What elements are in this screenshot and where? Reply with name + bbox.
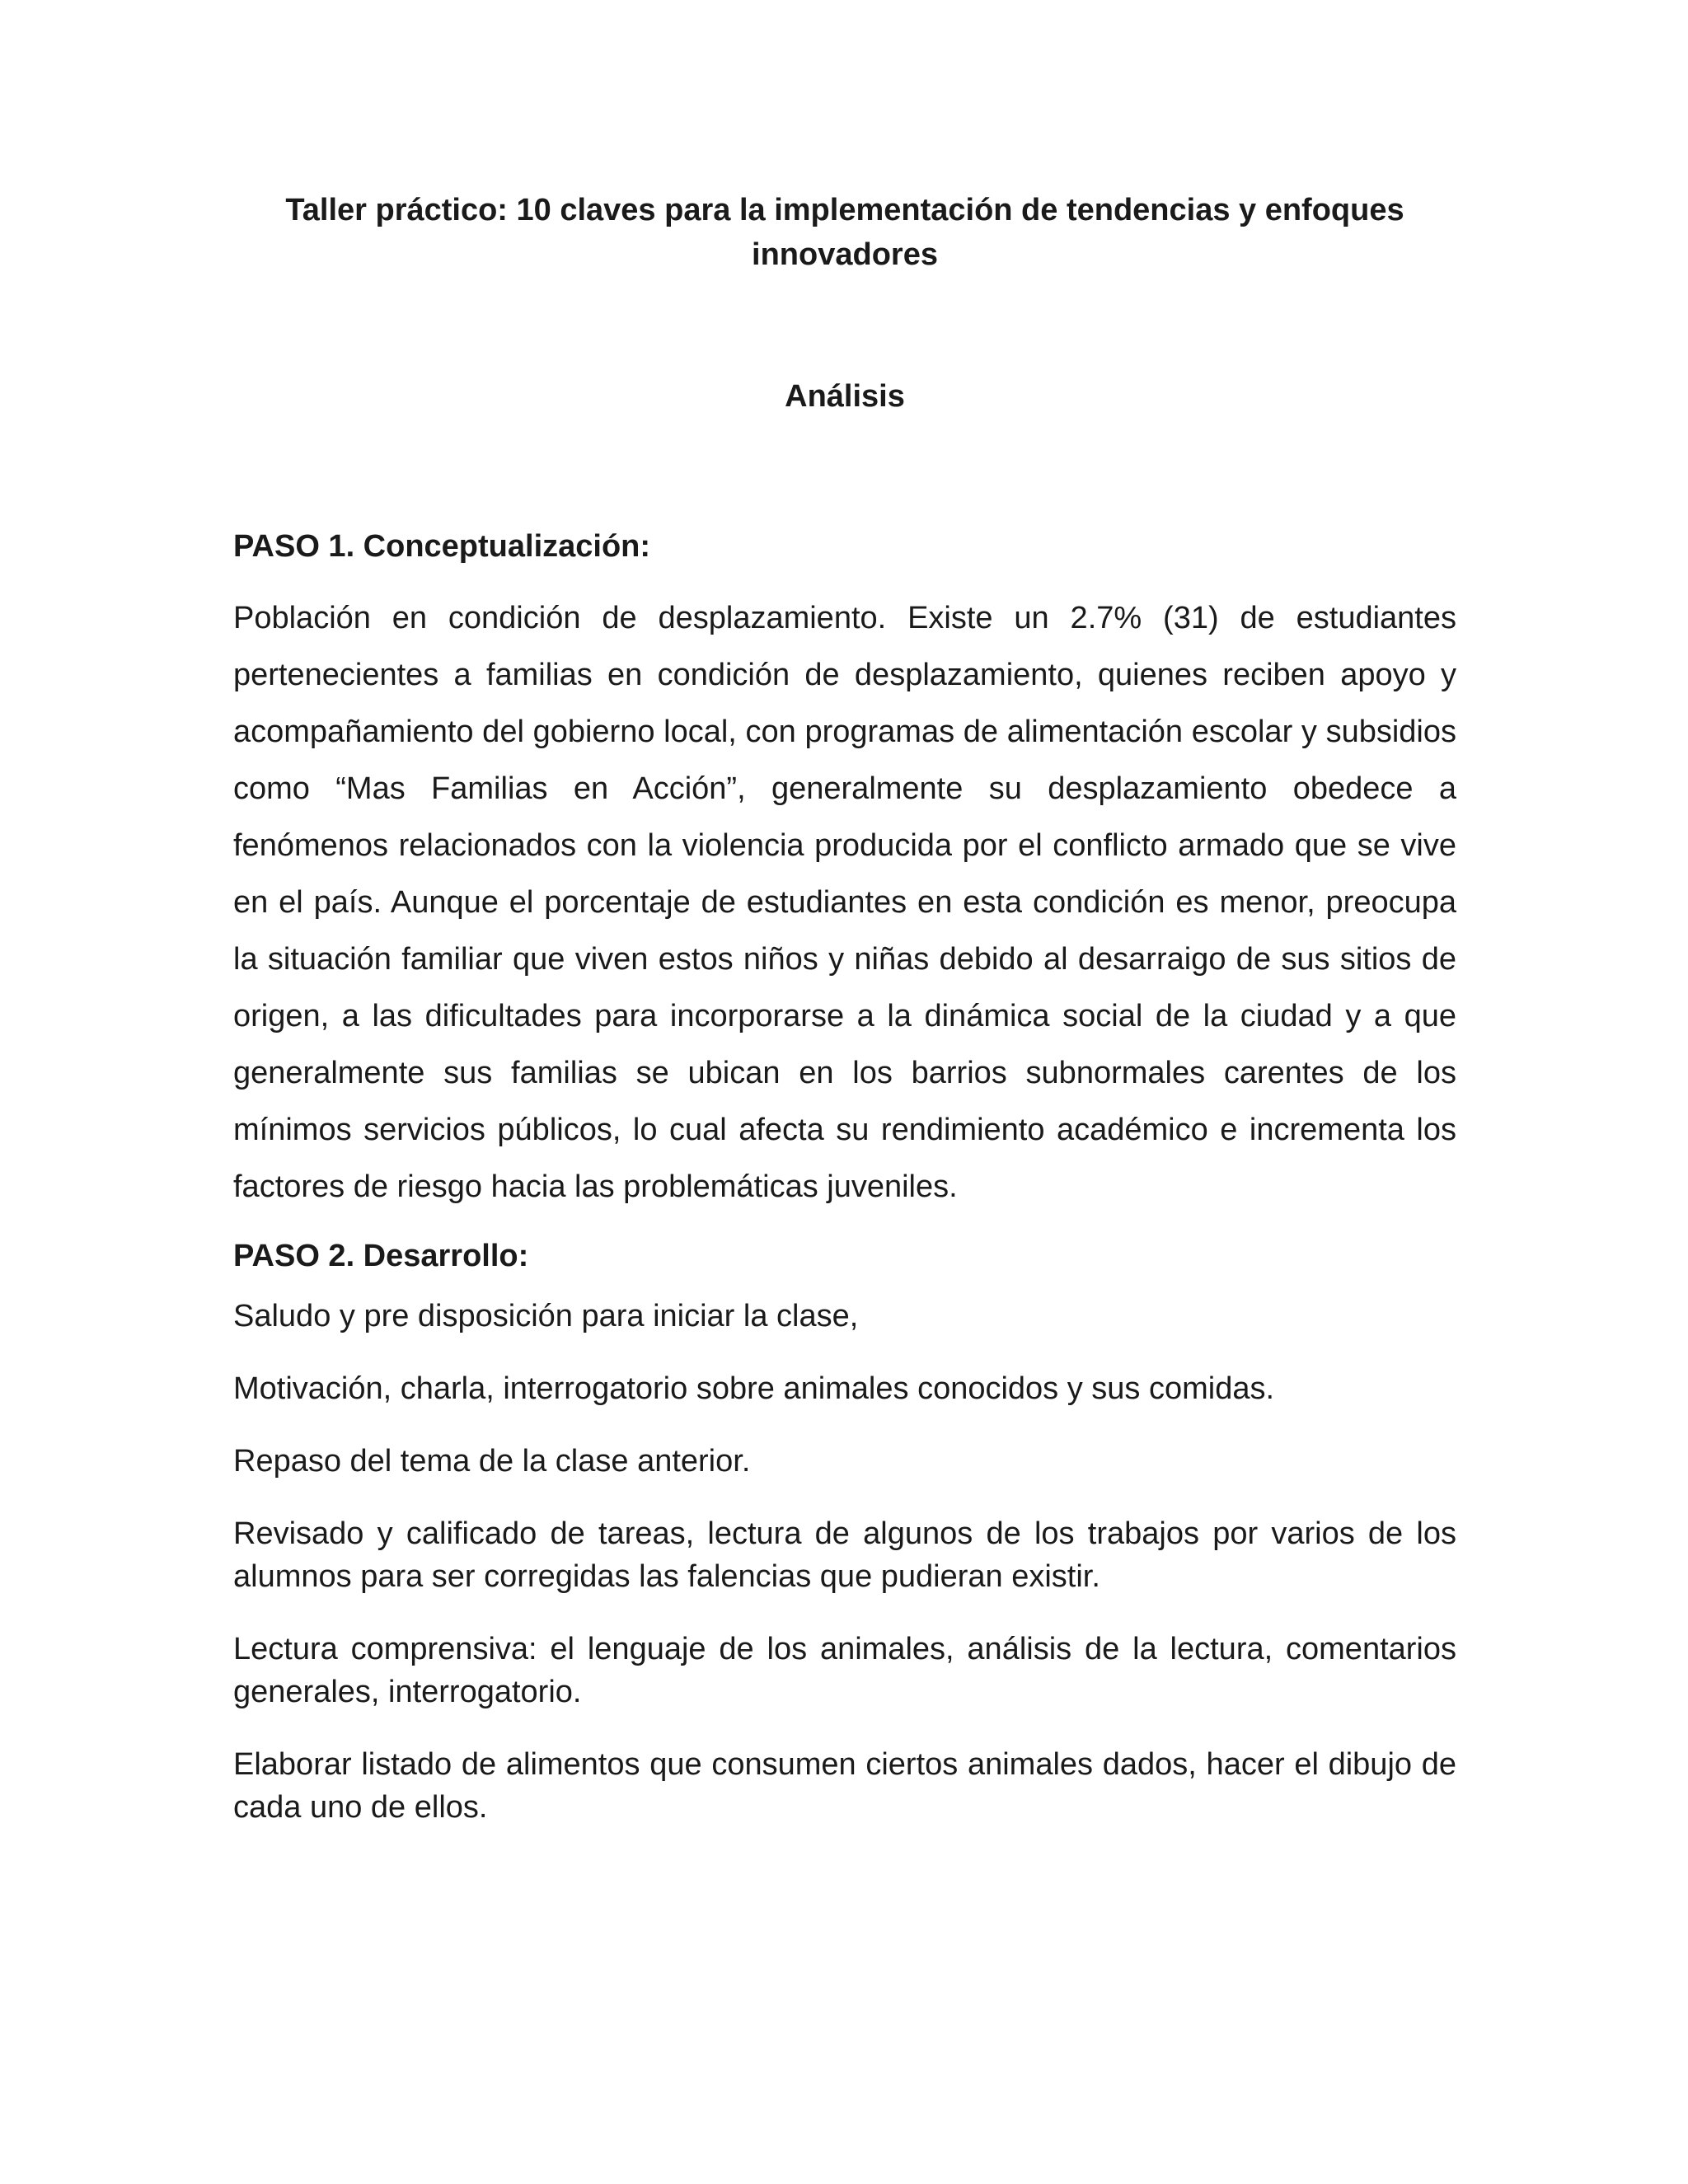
step2-item: Saludo y pre disposición para iniciar la clase, [233, 1299, 859, 1333]
step2-item: Lectura comprensiva: el lenguaje de los animales, análisis de la lectura, comentarios generales, interrogatorio. [233, 1632, 1456, 1709]
document-content [233, 188, 1456, 1858]
document-title: Taller práctico: 10 claves para la implementación de tendencias y enfoques innovadores [285, 193, 1404, 272]
step2-item: Revisado y calificado de tareas, lectura de algunos de los trabajos por varios de los alumnos para ser corregidas las falencias que pudieran existir. [233, 1516, 1456, 1594]
step2-heading: PASO 2. Desarrollo: [233, 1239, 529, 1273]
document-subtitle: Análisis [785, 379, 905, 414]
step2-item: Elaborar listado de alimentos que consumen ciertos animales dados, hacer el dibujo de cada uno de ellos. [233, 1747, 1456, 1825]
step1-paragraph: Población en condición de desplazamiento. Existe un 2.7% (31) de estudiantes pertenecientes a familias en condición de desplazamiento, quienes reciben apoyo y acompañamiento del gobierno local, con programas de alimentación escolar y subsidios como “Mas Familias en Acción”, generalmente su desplazamiento obedece a fenómenos relacionados con la violencia producida por el conflicto armado que se vive en el país. Aunque el porcentaje de estudiantes en esta condición es menor, preocupa la situación familiar que viven estos niños y niñas debido al desarraigo de sus sitios de origen, a las dificultades para incorporarse a la dinámica social de la ciudad y a que generalmente sus familias se ubican en los barrios subnormales carentes de los mínimos servicios públicos, lo cual afecta su rendimiento académico e incrementa los factores de riesgo hacia las problemáticas juveniles. [233, 601, 1456, 1204]
step2-list [233, 1295, 1456, 1829]
step2-item: Motivación, charla, interrogatorio sobre animales conocidos y sus comidas. [233, 1371, 1275, 1406]
step2-item: Repaso del tema de la clase anterior. [233, 1444, 751, 1479]
step1-heading: PASO 1. Conceptualización: [233, 529, 651, 564]
